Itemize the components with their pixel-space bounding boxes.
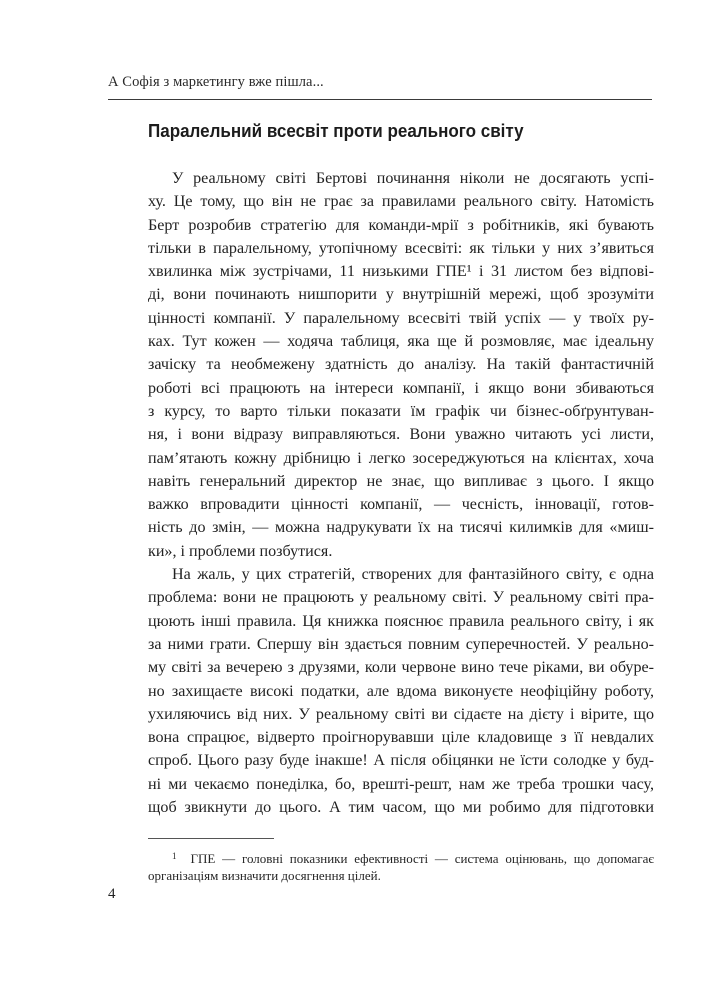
text-line: цюють інші правила. Ця книжка пояснює правила реального світу, і як <box>148 612 654 630</box>
text-line: щоб звикнути до цього. А тим часом, що ми робимо для підготовки <box>148 799 654 817</box>
text-line: му світі за вечерею з друзями, коли червоне вино тече ріками, ви обуре- <box>148 659 654 677</box>
text-line: ні ми чекаємо понеділка, бо, врешті-решт, нам же треба трошки часу, <box>148 775 654 793</box>
text-line: Берт розробив стратегію для команди-мрії з робітників, які бувають <box>148 216 654 234</box>
text-line: навіть генеральний директор не знає, що випливає з цього. І якщо <box>148 472 654 490</box>
text-line: спроб. Цього разу буде інакше! А після обіцянки не їсти солодке у буд- <box>148 752 654 770</box>
text-line: ху. Це тому, що він не грає за правилами реального світу. Натомість <box>148 193 654 211</box>
footnotes <box>148 846 654 886</box>
body-text <box>148 167 654 819</box>
text-line: важко впровадити цінності компанії, — чесність, інновації, готов- <box>148 496 654 514</box>
text-line: з курсу, то варто тільки показати їм графік чи бізнес-обґрунтуван- <box>148 402 654 420</box>
footnote-text: ГПЕ — головні показники ефективності — система оцінювань, що допомагає <box>190 851 654 866</box>
text-line: за ними грати. Спершу він здається повним суперечностей. У реально- <box>148 635 654 653</box>
text-line: У реальному світі Бертові починання ніколи не досягають успі- <box>172 170 654 187</box>
text-line: цінності компанії. У паралельному всесвіті твій успіх — у твоїх ру- <box>148 309 654 327</box>
text-line: ухиляючись від них. У реальному світі ви сідаєте на дієту і вірите, що <box>148 705 654 723</box>
footnote-line <box>148 846 654 866</box>
running-head: А Софія з маркетингу вже пішла... <box>108 74 324 90</box>
text-line: проблема: вони не працюють у реальному світі. У реальному світі пра- <box>148 589 654 607</box>
text-line: роботі всі працюють на інтереси компанії, і якщо вони збиваються <box>148 379 654 397</box>
text-line: но захищаєте високі податки, але вдома виконуєте неофіційну роботу, <box>148 682 654 700</box>
text-line: ках. Тут кожен — ходяча таблиця, яка ще й розмовляє, має ідеальну <box>148 333 654 351</box>
text-line: ність до змін, — можна надрукувати їх на тисячі килимків для «миш- <box>148 519 654 537</box>
text-line: тільки в паралельному, утопічному всесвіті: як тільки у них з’явиться <box>148 239 654 257</box>
header-rule <box>108 99 652 100</box>
text-line: ки», і проблеми позбутися. <box>148 542 333 560</box>
text-line: зачіску та необмежену здатність до аналізу. На такій фантастичній <box>148 356 654 374</box>
text-line: На жаль, у цих стратегій, створених для фантазійного світу, є одна <box>172 566 654 584</box>
text-line: ня, і вони відразу виправляються. Вони уважно читають усі листи, <box>148 426 654 444</box>
footnote-rule <box>148 838 274 839</box>
text-line: ді, вони починають нишпорити у внутрішній мережі, щоб зрозуміти <box>148 286 654 304</box>
text-line: хвилинка між зустрічами, 11 низькими ГПЕ¹ і 31 листом без відпові- <box>148 263 654 281</box>
text-line: пам’ятають кожну дрібницю і легко зосереджуються на клієнтах, хоча <box>148 449 654 467</box>
text-line: вона спрацює, відверто проігнорувавши ціле кладовище з її невдалих <box>148 729 654 747</box>
footnote-number: 1 <box>172 851 177 861</box>
page-number: 4 <box>108 886 116 902</box>
section-title: Паралельний всесвіт проти реального світу <box>148 120 524 141</box>
footnote-line: організаціям визначити досягнення цілей. <box>148 868 381 883</box>
